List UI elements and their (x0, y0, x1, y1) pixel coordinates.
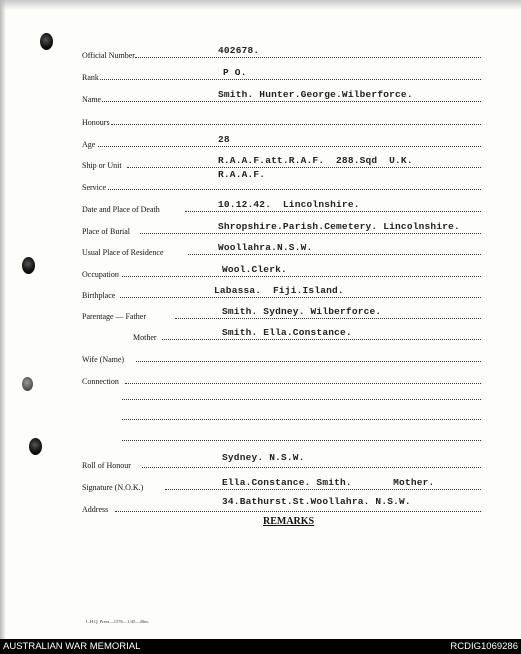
field-line (135, 57, 481, 58)
field-line (122, 276, 481, 277)
field-place-of-burial (0, 220, 521, 238)
field-line (127, 167, 481, 168)
field-line (102, 101, 481, 102)
field-line (165, 489, 481, 490)
field-label: Parentage — Father (82, 312, 146, 321)
field-line (120, 297, 481, 298)
field-value: Wool.Clerk. (222, 264, 287, 275)
field-line (162, 339, 481, 340)
field-label: Address (82, 505, 109, 514)
field-label: Connection (82, 377, 119, 386)
field-service (0, 169, 521, 194)
field-value: R.A.A.F.att.R.A.F. 288.Sqd U.K. (218, 155, 413, 166)
field-label: Signature (N.O.K.) (82, 483, 144, 492)
connection-line (122, 440, 481, 441)
field-label: Roll of Honour (82, 461, 131, 470)
connection-line (122, 399, 481, 400)
field-line (142, 467, 481, 468)
field-roll-of-honour (0, 454, 521, 472)
field-value: Smith. Ella.Constance. (222, 327, 352, 338)
field-line (115, 511, 481, 512)
connection-line (122, 419, 481, 420)
field-line (98, 146, 481, 147)
punch-hole-icon (29, 438, 42, 455)
field-age (0, 133, 521, 151)
field-value: Labassa. Fiji.Island. (214, 285, 344, 296)
field-label: Honours (82, 118, 110, 127)
field-value: 10.12.42. Lincolnshire. (218, 199, 360, 210)
field-value: P O. (223, 67, 247, 78)
field-label: Name (82, 95, 102, 104)
field-line (175, 318, 481, 319)
field-label: Birthplace (82, 291, 116, 300)
field-value: 34.Bathurst.St.Woollahra. N.S.W. (222, 496, 411, 507)
field-wife (0, 348, 521, 366)
field-value: Sydney. N.S.W. (222, 452, 305, 463)
field-line (108, 189, 481, 190)
field-address (0, 498, 521, 516)
printer-note: L.H.Q. Press—1576—1/45—20m. (86, 619, 149, 624)
field-line (140, 233, 481, 234)
field-birthplace (0, 284, 521, 302)
field-occupation (0, 263, 521, 281)
field-parentage-father (0, 305, 521, 323)
field-connection (0, 370, 521, 388)
field-value: Smith. Hunter.George.Wilberforce. (218, 89, 413, 100)
field-value: R.A.A.F. (218, 169, 266, 180)
field-label: Rank (82, 73, 99, 82)
field-line (185, 211, 481, 212)
field-value: 402678. (218, 45, 260, 56)
field-label: Place of Burial (82, 227, 130, 236)
footer-source: AUSTRALIAN WAR MEMORIAL (3, 641, 141, 652)
field-label: Ship or Unit (82, 161, 122, 170)
field-rank (0, 66, 521, 84)
field-usual-residence (0, 241, 521, 259)
field-line (100, 79, 481, 80)
remarks-heading: REMARKS (263, 516, 315, 527)
field-line (136, 361, 481, 362)
field-parentage-mother (0, 326, 521, 344)
field-value: Smith. Sydney. Wilberforce. (222, 306, 382, 317)
field-value: Woollahra.N.S.W. (218, 242, 313, 253)
field-name (0, 88, 521, 106)
field-date-place-of-death (0, 198, 521, 216)
page-shadow-top (0, 0, 521, 10)
field-line (188, 254, 481, 255)
field-label: Service (82, 183, 106, 192)
field-value: Shropshire.Parish.Cemetery. Lincolnshire. (218, 221, 460, 232)
field-label: Mother (133, 333, 157, 342)
field-label: Wife (Name) (82, 355, 125, 364)
field-signature-nok (0, 476, 521, 494)
field-line (111, 124, 481, 125)
field-label: Usual Place of Residence (82, 248, 164, 257)
field-label: Age (82, 140, 96, 149)
field-value: 28 (218, 134, 230, 145)
field-value: Ella.Constance. Smith. Mother. (222, 477, 435, 488)
field-line (125, 383, 481, 384)
field-label: Official Number (82, 51, 135, 60)
field-label: Occupation (82, 270, 119, 279)
field-official-number (0, 44, 521, 62)
field-label: Date and Place of Death (82, 205, 160, 214)
field-honours (0, 111, 521, 129)
footer-record-id: RCDIG1069286 (450, 641, 518, 652)
